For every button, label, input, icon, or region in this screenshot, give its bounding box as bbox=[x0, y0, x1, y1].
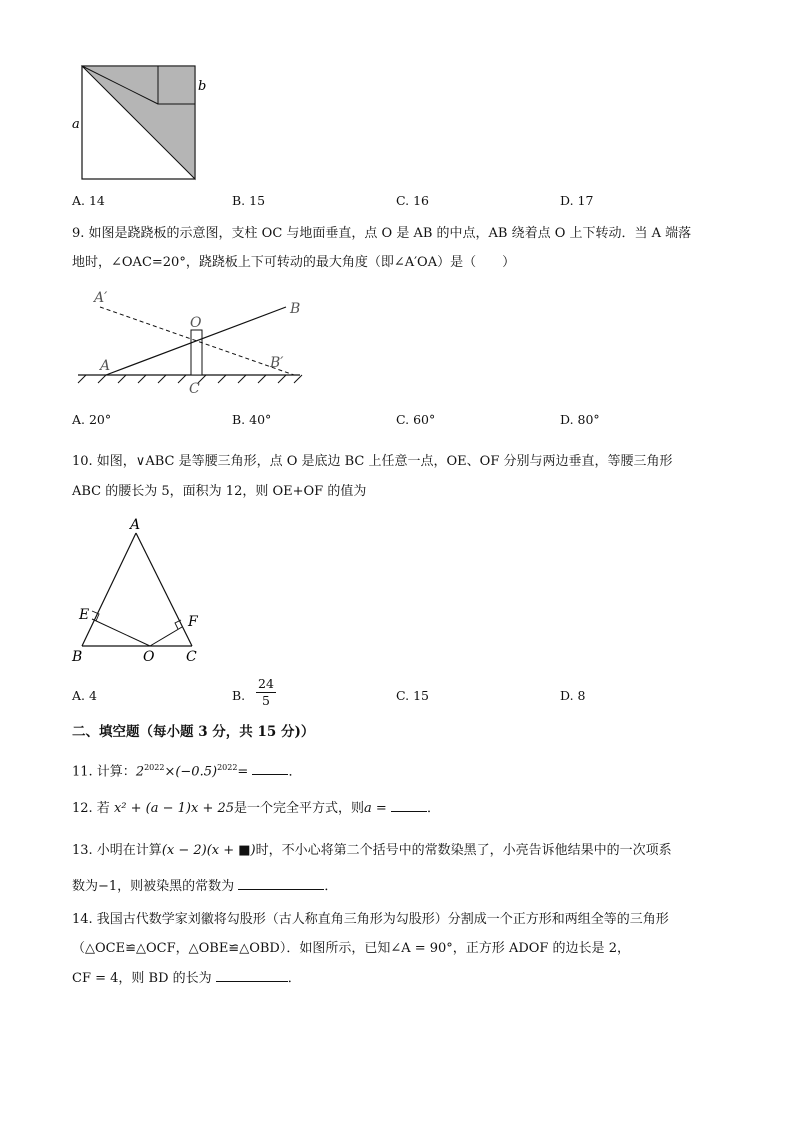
q9-option-b[interactable]: B. 40° bbox=[232, 412, 272, 427]
q11-prefix: 11. 计算： bbox=[72, 764, 136, 780]
q12-prefix: 12. 若 bbox=[72, 801, 110, 816]
q9-label-c: C bbox=[189, 381, 200, 397]
q10-option-c[interactable]: C. 15 bbox=[396, 688, 429, 703]
q9-label-o: O bbox=[190, 315, 202, 331]
q8-label-b: b bbox=[198, 79, 207, 94]
q11-answer-blank[interactable] bbox=[252, 760, 288, 775]
q9-label-a-prime: A′ bbox=[94, 290, 108, 306]
q13-line2-text: 数为−1，则被染黑的常数为 bbox=[72, 879, 235, 894]
q13-answer-blank[interactable] bbox=[238, 875, 324, 890]
q12-stem: 12. 若 x² + (a − 1)x + 25是一个完全平方式，则a = ． bbox=[72, 796, 440, 822]
q14-stem-line3: CF = 4，则 BD 的长为 ． bbox=[72, 966, 301, 992]
q8-option-c[interactable]: C. 16 bbox=[396, 193, 429, 208]
q13-prefix: 13. 小明在计算 bbox=[72, 843, 162, 858]
q8-option-b[interactable]: B. 15 bbox=[232, 193, 266, 208]
q8-figure bbox=[72, 62, 212, 182]
q10-label-b: B bbox=[72, 649, 83, 665]
q12-answer-blank[interactable] bbox=[391, 797, 427, 812]
q13-rest: 时，不小心将第二个括号中的常数染黑了，小亮告诉他结果中的一次项系 bbox=[255, 843, 672, 858]
q14-stem-line1: 14. 我国古代数学家刘徽将勾股形（古人称直角三角形为勾股形）分割成一个正方形和两组全等的三角形 bbox=[72, 912, 669, 927]
q9-label-b: B bbox=[290, 301, 301, 317]
q10-label-e: E bbox=[79, 607, 90, 623]
q13-stem-line1 bbox=[72, 838, 672, 864]
q11-stem: 11. 计算：$2^{2022}\times(-0.5)^{2022}=$ ． bbox=[72, 755, 301, 785]
q9-stem-line1: 9. 如图是跷跷板的示意图，支柱 OC 与地面垂直，点 O 是 AB 的中点，AB 绕着点 O 上下转动．当 A 端落 bbox=[72, 226, 692, 241]
q10-stem-line2: ABC 的腰长为 5，面积为 12，则 OE+OF 的值为 bbox=[72, 484, 367, 499]
q8-option-a[interactable]: A. 14 bbox=[72, 193, 105, 208]
q10-option-a[interactable]: A. 4 bbox=[72, 688, 97, 703]
q10-option-b-fraction bbox=[256, 676, 276, 709]
q9-stem-line2: 地时，∠OAC=20°，跷跷板上下可转动的最大角度（即∠A′OA）是（ ） bbox=[72, 255, 516, 270]
q14-stem-line2: （△OCE≌△OCF，△OBE≌△OBD）．如图所示，已知∠A = 90°，正方形 ADOF 的边长是 2， bbox=[72, 941, 630, 956]
q10-figure bbox=[68, 515, 218, 665]
q10-label-o: O bbox=[143, 649, 155, 665]
q8-option-d[interactable]: D. 17 bbox=[560, 193, 594, 208]
q10-option-d[interactable]: D. 8 bbox=[560, 688, 586, 703]
q11-base: 2 bbox=[135, 764, 145, 780]
q13-stem-line2: 数为−1，则被染黑的常数为 ． bbox=[72, 874, 337, 900]
q9-label-a: A bbox=[100, 358, 111, 374]
q9-figure bbox=[72, 285, 312, 400]
q10-label-c: C bbox=[186, 649, 197, 665]
q10-option-b-letter: B. bbox=[232, 688, 246, 703]
q9-label-b-prime: B′ bbox=[270, 355, 284, 371]
q11-exp2: 2022 bbox=[217, 763, 238, 772]
q12-expression: x² + (a − 1)x + 25 bbox=[113, 801, 235, 816]
q9-option-d[interactable]: D. 80° bbox=[560, 412, 600, 427]
q10-option-b-numerator: 24 bbox=[256, 676, 276, 693]
q11-equals: = bbox=[237, 764, 249, 780]
q10-option-b-denominator: 5 bbox=[262, 693, 270, 708]
q11-exp1: 2022 bbox=[144, 763, 165, 772]
q9-option-a[interactable]: A. 20° bbox=[72, 412, 112, 427]
q12-var: a = bbox=[364, 801, 387, 816]
q10-label-f: F bbox=[188, 614, 198, 630]
section2-title: 二、填空题（每小题 3 分，共 15 分)） bbox=[72, 724, 315, 740]
q9-option-c[interactable]: C. 60° bbox=[396, 412, 436, 427]
q14-line3-text: CF = 4，则 BD 的长为 bbox=[72, 971, 212, 986]
q14-answer-blank[interactable] bbox=[216, 967, 288, 982]
q10-label-a: A bbox=[130, 517, 141, 533]
q8-label-a: a bbox=[72, 117, 80, 132]
q10-stem-line1: 10. 如图，∨ABC 是等腰三角形，点 O 是底边 BC 上任意一点，OE、OF 分别与两边垂直，等腰三角形 bbox=[72, 454, 673, 469]
q12-mid: 是一个完全平方式，则 bbox=[234, 801, 365, 816]
q13-expression: (x − 2)(x + ■) bbox=[161, 843, 256, 858]
q11-mid: ×(−0.5) bbox=[164, 764, 218, 780]
